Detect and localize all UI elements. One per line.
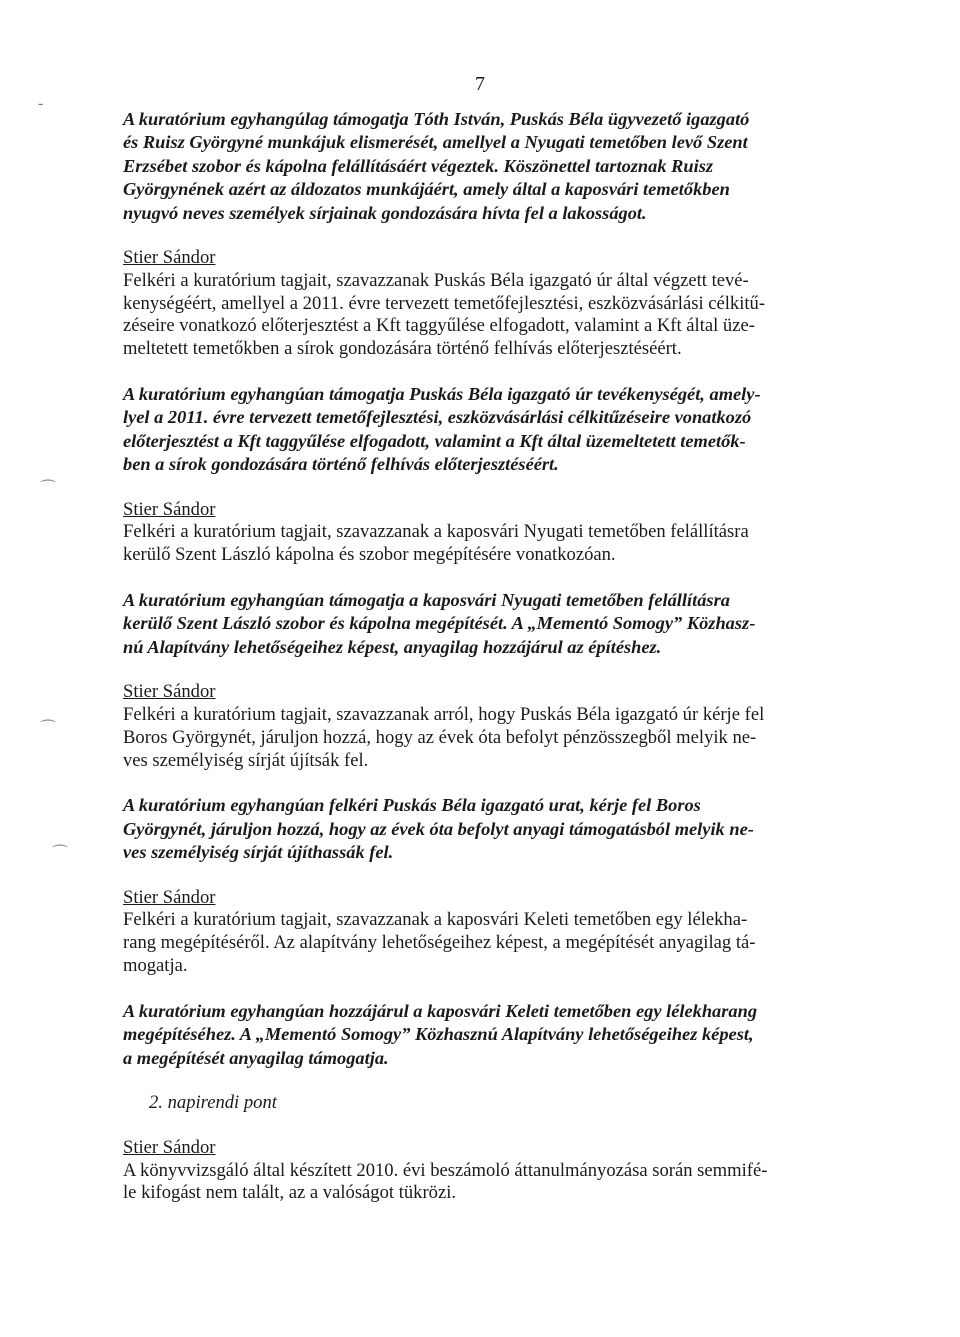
text-line: Felkéri a kuratórium tagjait, szavazzanak arról, hogy Puskás Béla igazgató úr kérje fel <box>123 704 765 726</box>
resolution-paragraph <box>123 589 838 659</box>
text-line: A könyvvizsgáló által készített 2010. évi beszámoló áttanulmányozása során semmifé- <box>123 1159 768 1181</box>
scan-mark: ⌒ <box>52 845 69 862</box>
text-line: Felkéri a kuratórium tagjait, szavazzanak a kaposvári Keleti temetőben egy lélekha- <box>123 909 748 931</box>
speaker-name <box>123 499 838 522</box>
text-line: és Ruisz Györgyné munkájuk elismerését, amellyel a Nyugati temetőben levő Szent <box>123 132 748 153</box>
text-line: ves személyiség sírját újíthassák fel. <box>123 842 394 863</box>
scan-mark: - <box>38 95 44 112</box>
text-line: mogatja. <box>123 955 188 977</box>
text-line: kerülő Szent László kápolna és szobor megépítésére vonatkozóan. <box>123 544 616 566</box>
text-line: a megépítését anyagilag támogatja. <box>123 1047 389 1068</box>
text-line: zéseire vonatkozó előterjesztést a Kft taggyűlése elfogadott, valamint a Kft által üze- <box>123 315 755 337</box>
resolution-paragraph <box>123 383 838 477</box>
text-line: Stier Sándor <box>123 886 216 908</box>
statement-paragraph <box>123 704 838 772</box>
statement-paragraph <box>123 1160 838 1206</box>
text-line: le kifogást nem talált, az a valóságot tükrözi. <box>123 1182 457 1204</box>
text-line: Erzsébet szobor és kápolna felállításáért végeztek. Köszönettel tartoznak Ruisz <box>123 155 714 176</box>
text-line: ben a sírok gondozására történő felhívás előterjesztéséért. <box>123 454 559 475</box>
text-line: A kuratórium egyhangúan hozzájárul a kaposvári Keleti temetőben egy lélekharang <box>123 1000 758 1021</box>
text-line: kerülő Szent László szobor és kápolna megépítését. A „Mementó Somogy” Közhasz- <box>123 613 756 634</box>
speaker-name <box>123 1137 838 1160</box>
text-line: Boros Györgynét, járuljon hozzá, hogy az évek óta befolyt pénzösszegből melyik ne- <box>123 726 757 748</box>
text-line: Stier Sándor <box>123 498 216 520</box>
speaker-name <box>123 681 838 704</box>
speaker-name <box>123 247 838 270</box>
text-line: Györgynét, járuljon hozzá, hogy az évek óta befolyt anyagi támogatásból melyik ne- <box>123 818 754 839</box>
page-number: 7 <box>475 73 485 95</box>
scan-mark: ⌒ <box>40 720 57 737</box>
text-line: előterjesztést a Kft taggyűlése elfogadott, valamint a Kft által üzemeltetett temetők- <box>123 430 746 451</box>
text-line: meltetett temetőkben a sírok gondozására történő felhívás előterjesztéséért. <box>123 338 682 360</box>
text-line: A kuratórium egyhangúan támogatja Puskás Béla igazgató úr tevékenységét, amely- <box>123 384 761 405</box>
resolution-paragraph <box>123 1000 838 1070</box>
document-body <box>123 108 838 1205</box>
statement-paragraph <box>123 270 838 361</box>
text-line: rang megépítéséről. Az alapítvány lehetőségeihez képest, a megépítését anyagilag tá- <box>123 932 756 954</box>
text-line: Stier Sándor <box>123 247 216 269</box>
text-line: A kuratórium egyhangúan felkéri Puskás Béla igazgató urat, kérje fel Boros <box>123 795 701 816</box>
text-line: kenységéért, amellyel a 2011. évre tervezett temetőfejlesztési, eszközvásárlási célkitű- <box>123 292 766 314</box>
resolution-paragraph <box>123 108 838 225</box>
scan-mark: ⌒ <box>40 480 57 497</box>
text-line: Györgynének azért az áldozatos munkájáért, amely által a kaposvári temetőkben <box>123 179 730 200</box>
text-line: lyel a 2011. évre tervezett temetőfejlesztési, eszközvásárlási célkitűzéseire vonatkozó <box>123 407 752 428</box>
text-line: nú Alapítvány lehetőségeihez képest, anyagilag hozzájárul az építéshez. <box>123 636 662 657</box>
text-line: nyugvó neves személyek sírjainak gondozására hívta fel a lakosságot. <box>123 202 647 223</box>
resolution-paragraph <box>123 794 838 864</box>
speaker-name <box>123 887 838 910</box>
text-line: Stier Sándor <box>123 681 216 703</box>
text-line: megépítéséhez. A „Mementó Somogy” Közhasznú Alapítvány lehetőségeihez képest, <box>123 1024 754 1045</box>
text-line: Felkéri a kuratórium tagjait, szavazzanak a kaposvári Nyugati temetőben felállításra <box>123 521 749 543</box>
text-line: Felkéri a kuratórium tagjait, szavazzanak Puskás Béla igazgató úr által végzett tevé- <box>123 269 749 291</box>
statement-paragraph <box>123 909 838 977</box>
agenda-item <box>123 1092 838 1115</box>
statement-paragraph <box>123 521 838 567</box>
text-line: Stier Sándor <box>123 1136 216 1158</box>
text-line: 2. napirendi pont <box>149 1092 277 1114</box>
text-line: A kuratórium egyhangúlag támogatja Tóth István, Puskás Béla ügyvezető igazgató <box>123 109 750 129</box>
text-line: A kuratórium egyhangúan támogatja a kaposvári Nyugati temetőben felállításra <box>123 590 730 611</box>
text-line: ves személyiség sírját újítsák fel. <box>123 749 369 771</box>
